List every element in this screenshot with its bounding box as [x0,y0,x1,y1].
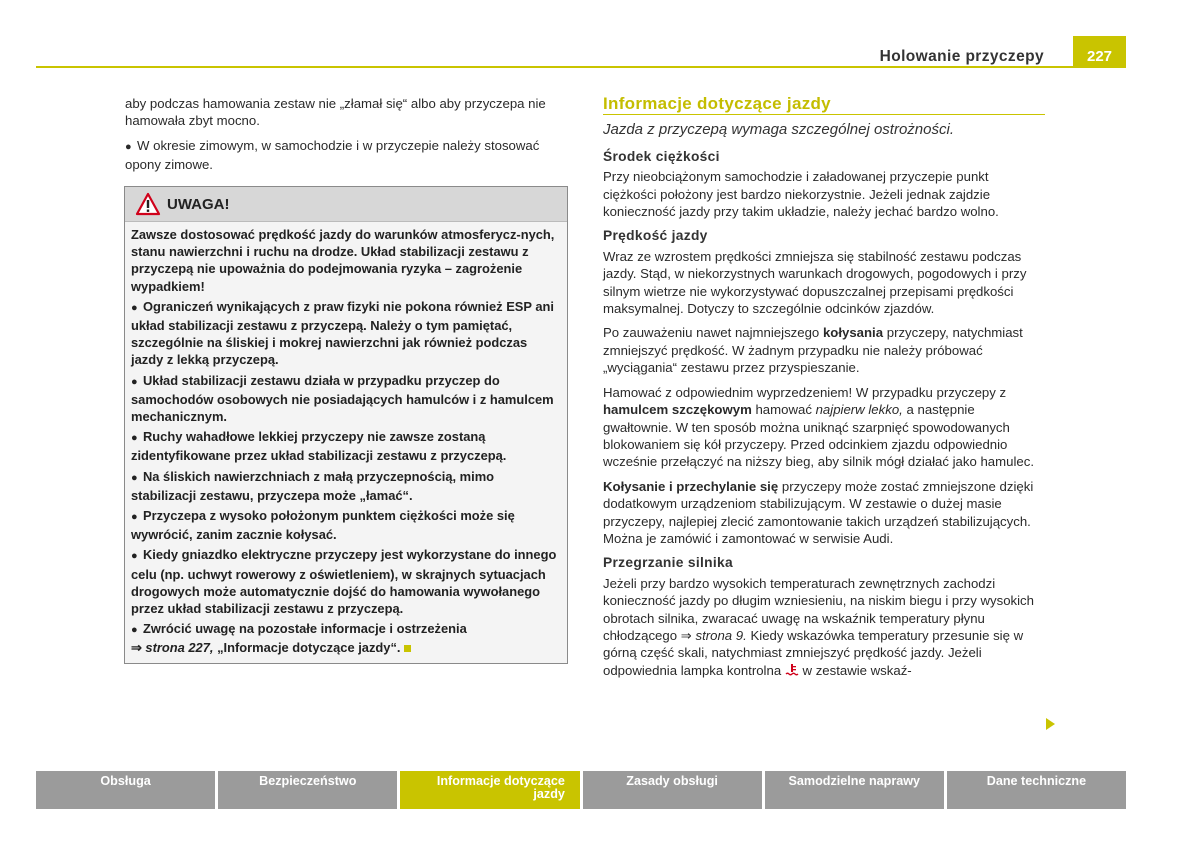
subheading: Przegrzanie silnika [603,555,733,571]
bold-text: Kołysanie i przechylanie się [603,478,779,494]
paragraph: Przy nieobciążonym samochodzie i załadowanej przyczepie punkt ciężkości położony jest bardzo niekorzystnie. Jeżeli jednak zajdzie konieczność jazdy przy takim układzie, należy jechać bardzo wolno. [603,169,999,220]
warning-item [131,620,561,656]
arrow-icon: ⇒ [131,640,142,656]
page-reference-link[interactable]: strona 9. [695,627,747,643]
bullet-icon: ● [131,375,138,388]
tab-zasady-obslugi[interactable]: Zasady obsługi [583,771,762,809]
left-bullet [125,137,565,174]
warning-title: UWAGA! [167,196,230,213]
bullet-icon: ● [131,432,138,445]
warning-item [131,372,561,426]
paragraph [603,384,1045,471]
warning-item [131,298,561,369]
left-column [125,95,565,181]
warning-item-text: Na śliskich nawierzchniach z małą przyczepnością, mimo stabilizacji zestawu, przyczepa może „łamać“. [131,468,495,503]
coolant-temperature-icon [785,663,799,677]
tab-obsluga[interactable]: Obsługa [36,771,215,809]
bullet-icon: ● [131,624,138,637]
tab-bezpieczenstwo[interactable]: Bezpieczeństwo [218,771,397,809]
warning-item-text: Ruchy wahadłowe lekkiej przyczepy nie zawsze zostaną zidentyfikowane przez układ stabilizacji zestawu z przyczepą. [131,429,507,464]
bullet-icon: ● [131,511,138,524]
end-marker-icon [404,645,411,652]
warning-item-text: Zwrócić uwagę na pozostałe informacje i ostrzeżenia [143,621,467,637]
text: przyczepy może zostać zmniejszone dzięki dodatkowym urządzeniom stabilizującym. W zestawie o dużej masie przyczepy, najlepiej zlecić zamontowanie takich urządzeń stabilizujących. Można je zamówić i zamontować w serwisie Audi. [603,478,1034,546]
tab-samodzielne-naprawy[interactable]: Samodzielne naprawy [765,771,944,809]
chapter-tabs [36,771,1126,809]
section-rule [603,114,1045,115]
paragraph [603,478,1045,548]
header-rule [36,66,1126,68]
subheading: Prędkość jazdy [603,228,708,244]
bullet-icon: ● [131,301,138,314]
bold-text: kołysania [822,325,884,341]
paragraph [603,575,1045,679]
text: hamować [755,402,812,418]
bullet-icon: ● [131,550,138,563]
left-paragraph: aby podczas hamowania zestaw nie „złamał się“ albo aby przyczepa nie hamowała zbyt mocno. [125,96,546,129]
warning-body [125,222,567,657]
text: a następnie gwałtownie. W ten sposób można uniknąć szarpnięć spowodowanych blokowaniem się kół przyczepy. Przed odcinkiem zjazdu odpowiednio wcześnie przełączyć na niższy bieg, aby silnik mógł działać jako hamulec. [603,402,1034,470]
section-title: Informacje dotyczące jazdy [603,94,831,113]
text: Po zauważeniu nawet najmniejszego [603,325,820,341]
tab-informacje-dotyczace-jazdy[interactable] [400,771,579,809]
warning-item-text: Ograniczeń wynikających z praw fizyki nie pokona również ESP ani układ stabilizacji zestawu z przyczepą. Należy o tym pamiętać, szczególnie na śliskiej i mokrej nawierzchni jak również podczas jazdy z lekką przyczepą. [131,298,554,368]
text: Kiedy wskazówka temperatury przesunie się w górną część skali, natychmiast zmniejszyć prędkość jazdy. Jeżeli odpowiednia lampka kontrolna [603,627,1024,678]
tab-label: Informacje dotyczące jazdy [436,774,565,801]
warning-item [131,507,561,543]
warning-header [125,187,567,222]
page-reference-link[interactable]: strona 227, [145,640,214,656]
warning-item [131,428,561,464]
paragraph [603,324,1045,376]
text: Hamować z odpowiednim wyprzedzeniem! W przypadku przyczepy z [603,384,1007,400]
tab-dane-techniczne[interactable]: Dane techniczne [947,771,1126,809]
text: przyczepy, natychmiast zmniejszyć prędkość. W żadnym przypadku nie należy próbować „wyciągania“ zestawu przez przyspieszanie. [603,325,1023,376]
text: w zestawie wskaź- [802,662,912,678]
paragraph: Wraz ze wzrostem prędkości zmniejsza się stabilność zestawu podczas jazdy. Stąd, w niekorzystnych warunkach drogowych, pogodowych i przy silnym wietrze nie wykorzystywać dopuszczalnej przepisami prędkości maksymalnej. Dotyczy to szczególnie odcinków zjazdów. [603,248,1027,317]
warning-item-text: Układ stabilizacji zestawu działa w przypadku przyczep do samochodów osobowych nie posiadających hamulców i z hamulcem mechanicznym. [131,372,554,425]
subheading: Środek ciężkości [603,148,720,164]
warning-intro: Zawsze dostosować prędkość jazdy do warunków atmosferycz-nych, stanu nawierzchni i ruchu na drodze. Układ stabilizacji zestawu z przyczepą nie upoważnia do podejmowania ryzyka – zagrożenie wypadkiem! [131,227,555,294]
page-number: 227 [1073,36,1126,68]
warning-item [131,468,561,504]
continue-arrow-icon [1046,718,1055,730]
arrow-icon: ⇒ [680,627,692,643]
warning-box [124,186,568,664]
warning-item-text: Przyczepa z wysoko położonym punktem ciężkości może się wywrócić, zanim zacznie kołysać. [131,508,515,543]
bullet-icon: ● [131,471,138,484]
section-lead: Jazda z przyczepą wymaga szczególnej ostrożności. [603,121,954,139]
header-title: Holowanie przyczepy [879,48,1044,65]
right-column [603,95,1045,686]
italic-text: najpierw lekko, [815,402,903,418]
warning-item-text: Kiedy gniazdko elektryczne przyczepy jest wykorzystane do innego celu (np. uchwyt rowerowy z oświetleniem), w skrajnych sytuacjach drogowych może automatycznie dojść do hamowania wywołanego przez układ stabilizacji zestawu z przyczepą. [131,547,557,617]
warning-triangle-icon [135,192,161,216]
bold-text: hamulcem szczękowym [603,402,752,418]
left-bullet-text: W okresie zimowym, w samochodzie i w przyczepie należy stosować opony zimowe. [125,137,540,173]
warning-item-text: „Informacje dotyczące jazdy“. [217,640,401,656]
warning-item [131,546,561,617]
bullet-icon: ● [125,140,132,153]
text: Jeżeli przy bardzo wysokich temperaturach zewnętrznych zachodzi konieczność jazdy po długim wzniesieniu, na niskim biegu i przy wysokich obrotach silnika, zwaracać uwagę na wskaźnik temperatury płynu chłodzącego [603,575,1034,643]
